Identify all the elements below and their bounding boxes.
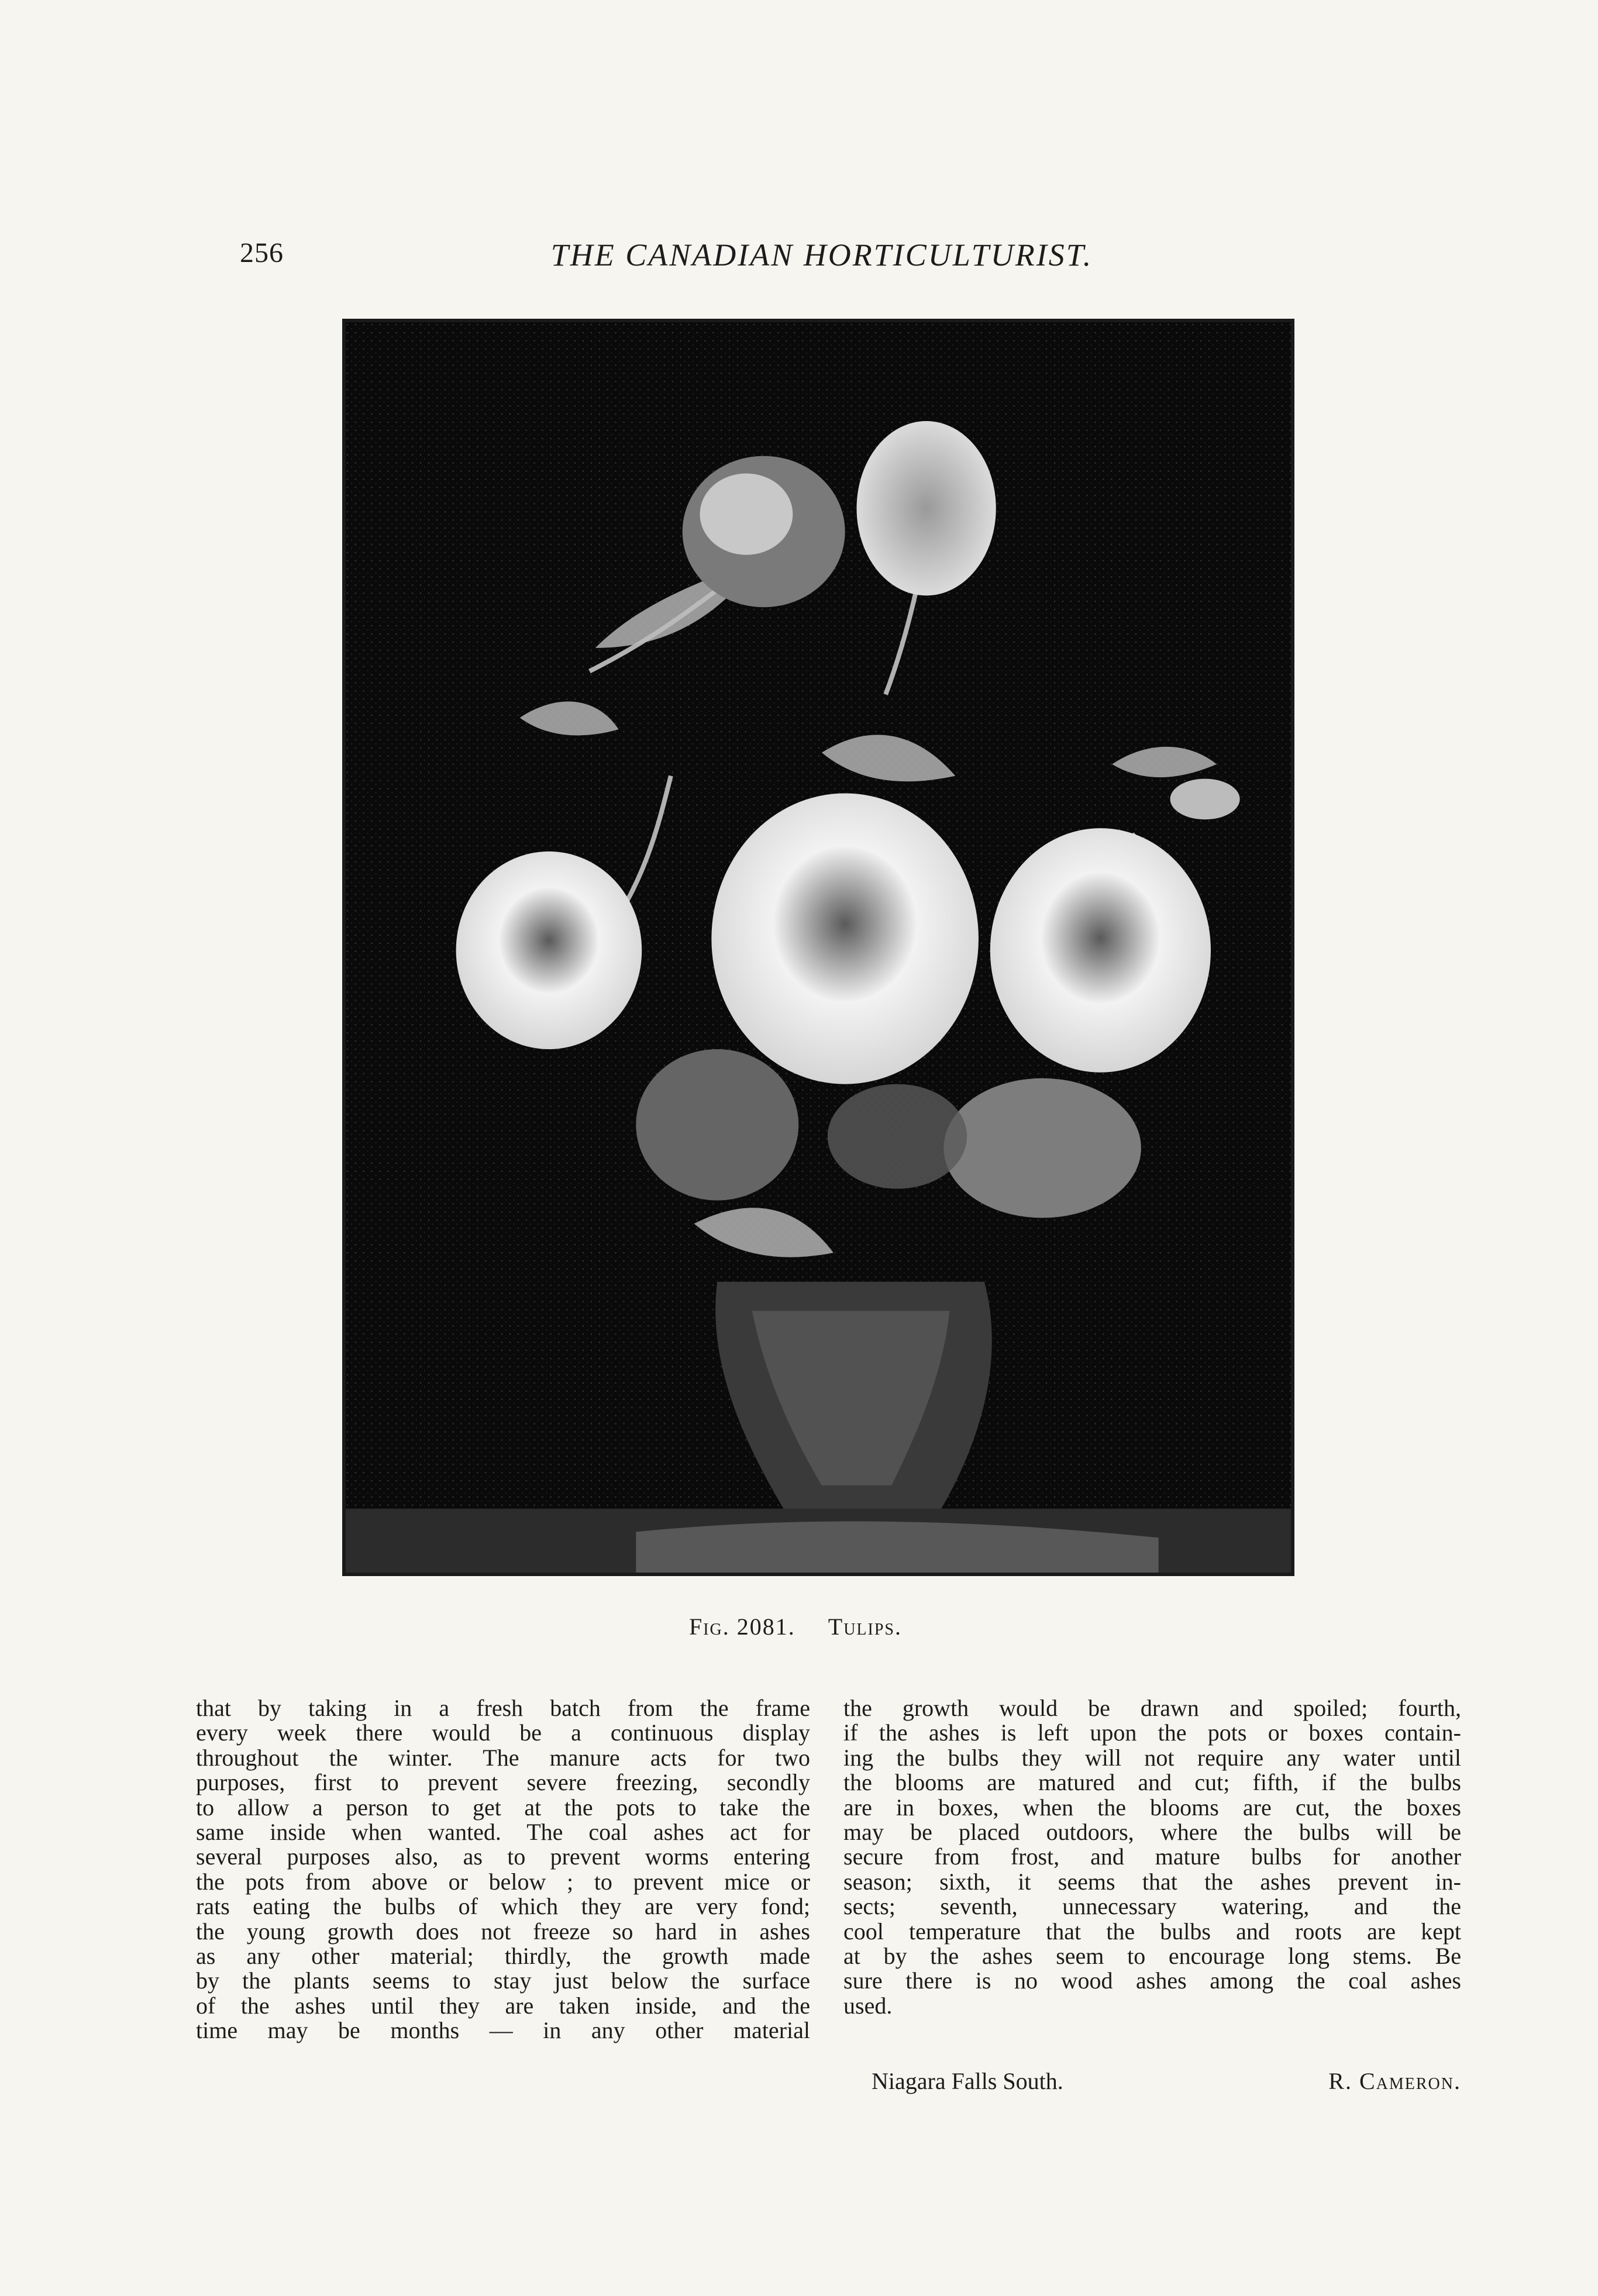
- body-line: several purposes also, as to prevent worms entering: [196, 1843, 810, 1870]
- tulips-photograph: [342, 319, 1294, 1576]
- signature: [872, 2067, 1461, 2095]
- page-number: 256: [240, 237, 284, 268]
- figure-caption: [643, 1613, 948, 1640]
- body-line: cool temperature that the bulbs and roots are kept: [843, 1918, 1461, 1945]
- body-line: the pots from above or below ; to prevent mice or: [196, 1868, 810, 1895]
- body-line: as any other material; thirdly, the growth made: [196, 1943, 810, 1970]
- right-column: [843, 1696, 1461, 2018]
- body-line: are in boxes, when the blooms are cut, the boxes: [843, 1794, 1461, 1821]
- signature-author: R. Cameron.: [1328, 2068, 1461, 2094]
- signature-place: Niagara Falls South.: [872, 2068, 1063, 2094]
- body-line: by the plants seems to stay just below the surface: [196, 1967, 810, 1994]
- body-line: sects; seventh, unnecessary watering, and the: [843, 1893, 1461, 1920]
- body-line: to allow a person to get at the pots to take the: [196, 1794, 810, 1821]
- body-line: the blooms are matured and cut; fifth, if the bulbs: [843, 1769, 1461, 1796]
- body-line: throughout the winter. The manure acts for two: [196, 1744, 810, 1771]
- tulips-engraving: [346, 322, 1291, 1573]
- body-line: that by taking in a fresh batch from the frame: [196, 1695, 810, 1721]
- body-line: of the ashes until they are taken inside, and the: [196, 1992, 810, 2019]
- body-line: every week there would be a continuous display: [196, 1719, 810, 1746]
- body-line: used.: [843, 1992, 893, 2019]
- running-title: THE CANADIAN HORTICULTURIST.: [550, 237, 1093, 273]
- left-column: [196, 1696, 810, 2043]
- body-line: same inside when wanted. The coal ashes act for: [196, 1819, 810, 1846]
- figure-number: Fig. 2081.: [688, 1614, 795, 1640]
- body-line: sure there is no wood ashes among the coal ashes: [843, 1967, 1461, 1994]
- body-line: time may be months — in any other material: [196, 2017, 810, 2044]
- figure-title: Tulips.: [828, 1614, 903, 1640]
- body-line: rats eating the bulbs of which they are very fond;: [196, 1893, 810, 1920]
- body-line: season; sixth, it seems that the ashes prevent in-: [843, 1868, 1461, 1895]
- body-line: the growth would be drawn and spoiled; fourth,: [843, 1695, 1461, 1721]
- body-line: secure from frost, and mature bulbs for another: [843, 1843, 1461, 1870]
- body-line: may be placed outdoors, where the bulbs will be: [843, 1819, 1461, 1846]
- body-line: if the ashes is left upon the pots or boxes contain-: [843, 1719, 1461, 1746]
- body-line: the young growth does not freeze so hard in ashes: [196, 1918, 810, 1945]
- body-line: ing the bulbs they will not require any water until: [843, 1744, 1461, 1771]
- body-line: purposes, first to prevent severe freezing, secondly: [196, 1769, 810, 1796]
- body-line: at by the ashes seem to encourage long stems. Be: [843, 1943, 1461, 1970]
